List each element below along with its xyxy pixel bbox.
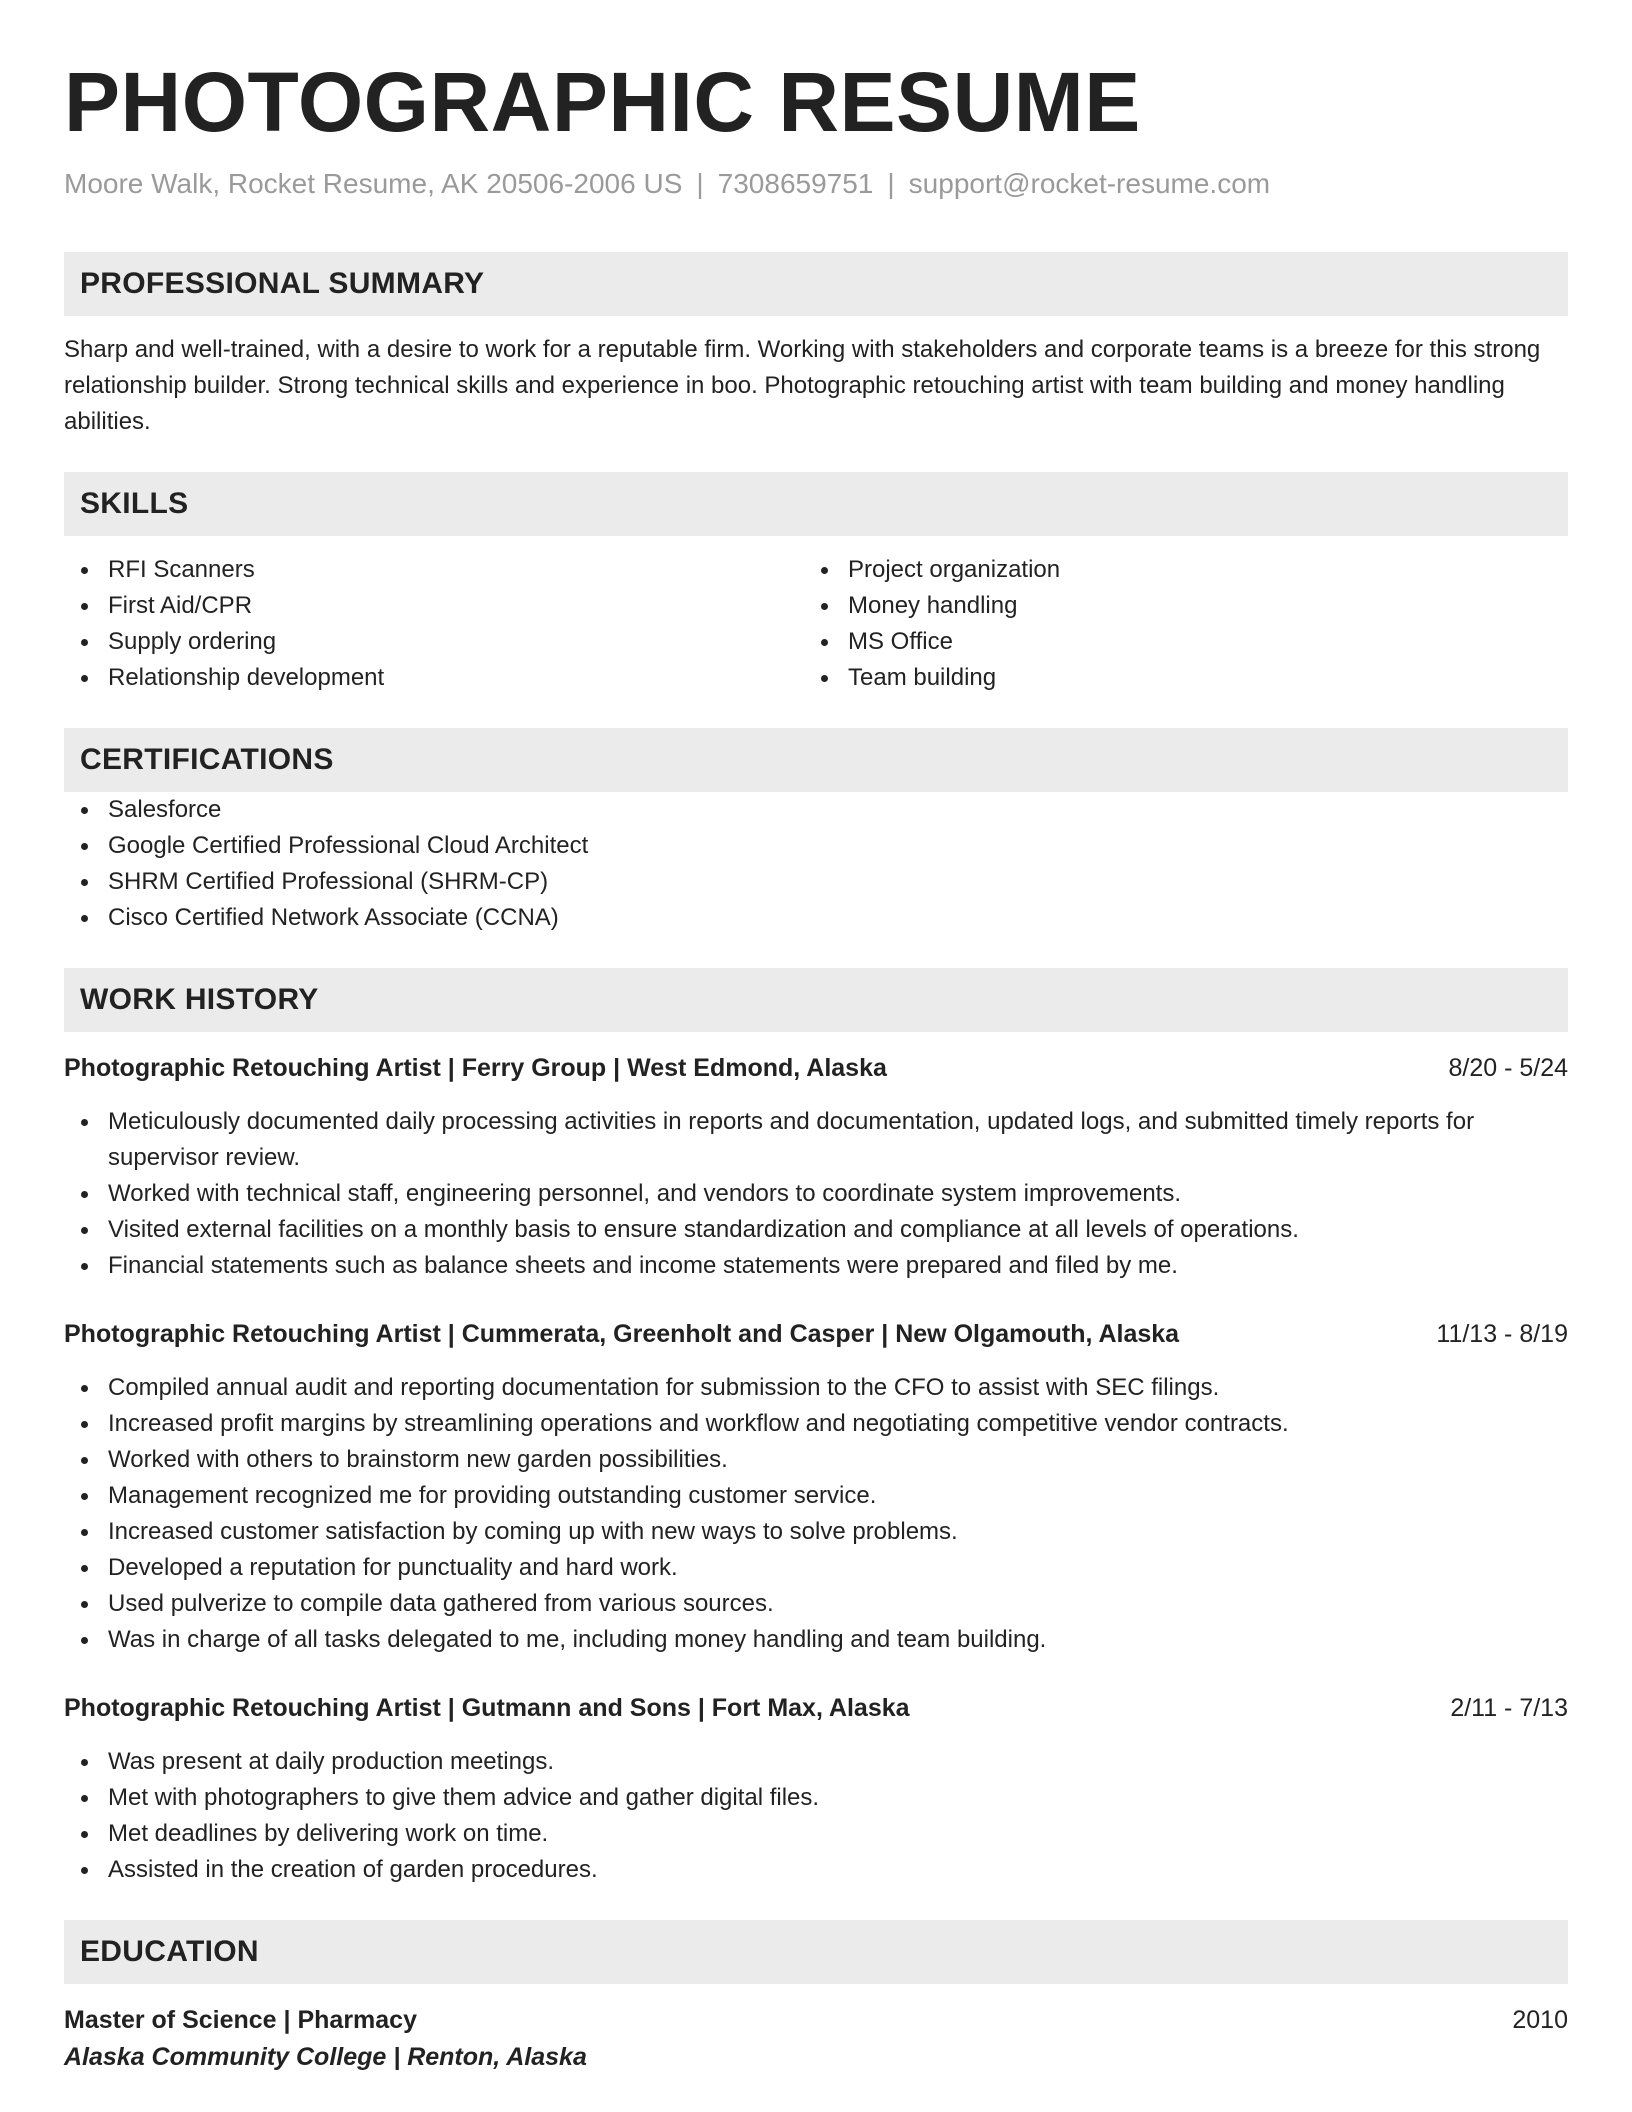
skills-column-left bbox=[64, 552, 804, 696]
resume-name: PHOTOGRAPHIC RESUME bbox=[64, 55, 1141, 149]
skill-item: Project organization bbox=[804, 552, 1544, 588]
job-header bbox=[64, 1690, 1568, 1726]
education-year: 2010 bbox=[1512, 2006, 1568, 2034]
job-dates: 11/13 - 8/19 bbox=[1436, 1320, 1568, 1348]
education-header bbox=[64, 2002, 1568, 2038]
education-entry bbox=[64, 2002, 1568, 2076]
education-school: Alaska Community College | Renton, Alaska bbox=[64, 2043, 587, 2071]
job-bullets bbox=[64, 1104, 1568, 1284]
job-title: Photographic Retouching Artist | Cummerata, Greenholt and Casper | New Olgamouth, Alaska bbox=[64, 1320, 1180, 1348]
summary-text: Sharp and well-trained, with a desire to work for a reputable firm. Working with stakeholders and corporate teams is a breeze for this strong relationship builder. Strong technical skills and experience in boo. Photographic retouching artist with team building and money handling abilities. bbox=[64, 336, 1541, 435]
job-header bbox=[64, 1316, 1568, 1352]
contact-line bbox=[64, 166, 1568, 202]
job-bullet: Worked with technical staff, engineering personnel, and vendors to coordinate system improvements. bbox=[64, 1176, 1568, 1212]
section-heading-education: EDUCATION bbox=[64, 1920, 1568, 1984]
skill-item: MS Office bbox=[804, 624, 1544, 660]
job-bullet: Was in charge of all tasks delegated to me, including money handling and team building. bbox=[64, 1622, 1568, 1658]
section-heading-skills: SKILLS bbox=[64, 472, 1568, 536]
job-title: Photographic Retouching Artist | Gutmann and Sons | Fort Max, Alaska bbox=[64, 1694, 910, 1722]
job-bullet: Was present at daily production meetings. bbox=[64, 1744, 1568, 1780]
job-bullet: Financial statements such as balance sheets and income statements were prepared and filed by me. bbox=[64, 1248, 1568, 1284]
job-bullet: Increased customer satisfaction by coming up with new ways to solve problems. bbox=[64, 1514, 1568, 1550]
job-bullet: Developed a reputation for punctuality and hard work. bbox=[64, 1550, 1568, 1586]
job-bullet: Worked with others to brainstorm new garden possibilities. bbox=[64, 1442, 1568, 1478]
job-dates: 2/11 - 7/13 bbox=[1450, 1694, 1568, 1722]
job-title: Photographic Retouching Artist | Ferry Group | West Edmond, Alaska bbox=[64, 1054, 887, 1082]
skill-item: First Aid/CPR bbox=[64, 588, 804, 624]
skill-item: Team building bbox=[804, 660, 1544, 696]
section-heading-certifications: CERTIFICATIONS bbox=[64, 728, 1568, 792]
contact-phone: 7308659751 bbox=[717, 168, 874, 199]
contact-address: Moore Walk, Rocket Resume, AK 20506-2006 US bbox=[64, 168, 683, 199]
certifications-list bbox=[64, 792, 1568, 936]
job-bullets bbox=[64, 1744, 1568, 1888]
skills-column-right bbox=[804, 552, 1544, 696]
job-bullet: Used pulverize to compile data gathered from various sources. bbox=[64, 1586, 1568, 1622]
section-heading-work-history: WORK HISTORY bbox=[64, 968, 1568, 1032]
job-bullets bbox=[64, 1370, 1568, 1658]
job-bullet: Visited external facilities on a monthly basis to ensure standardization and compliance at all levels of operations. bbox=[64, 1212, 1568, 1248]
skills-list bbox=[64, 552, 1568, 696]
certification-item: Salesforce bbox=[64, 792, 1568, 828]
skill-item: Relationship development bbox=[64, 660, 804, 696]
job-entry bbox=[64, 1690, 1568, 1888]
job-bullet: Met with photographers to give them advice and gather digital files. bbox=[64, 1780, 1568, 1816]
job-bullet: Management recognized me for providing outstanding customer service. bbox=[64, 1478, 1568, 1514]
job-bullet: Assisted in the creation of garden procedures. bbox=[64, 1852, 1568, 1888]
job-bullet: Met deadlines by delivering work on time. bbox=[64, 1816, 1568, 1852]
job-header bbox=[64, 1050, 1568, 1086]
job-bullet: Meticulously documented daily processing activities in reports and documentation, updated logs, and submitted timely reports for supervisor review. bbox=[64, 1104, 1568, 1176]
certification-item: Google Certified Professional Cloud Architect bbox=[64, 828, 1568, 864]
job-dates: 8/20 - 5/24 bbox=[1448, 1054, 1568, 1082]
job-entry bbox=[64, 1316, 1568, 1658]
certification-item: Cisco Certified Network Associate (CCNA) bbox=[64, 900, 1568, 936]
skill-item: Supply ordering bbox=[64, 624, 804, 660]
skill-item: RFI Scanners bbox=[64, 552, 804, 588]
section-heading-summary: PROFESSIONAL SUMMARY bbox=[64, 252, 1568, 316]
certification-item: SHRM Certified Professional (SHRM-CP) bbox=[64, 864, 1568, 900]
skill-item: Money handling bbox=[804, 588, 1544, 624]
contact-separator: | bbox=[887, 168, 895, 199]
job-entry bbox=[64, 1050, 1568, 1284]
job-bullet: Increased profit margins by streamlining operations and workflow and negotiating competitive vendor contracts. bbox=[64, 1406, 1568, 1442]
contact-separator: | bbox=[696, 168, 704, 199]
education-degree: Master of Science | Pharmacy bbox=[64, 2006, 417, 2034]
job-bullet: Compiled annual audit and reporting documentation for submission to the CFO to assist with SEC filings. bbox=[64, 1370, 1568, 1406]
contact-email: support@rocket-resume.com bbox=[908, 168, 1271, 199]
